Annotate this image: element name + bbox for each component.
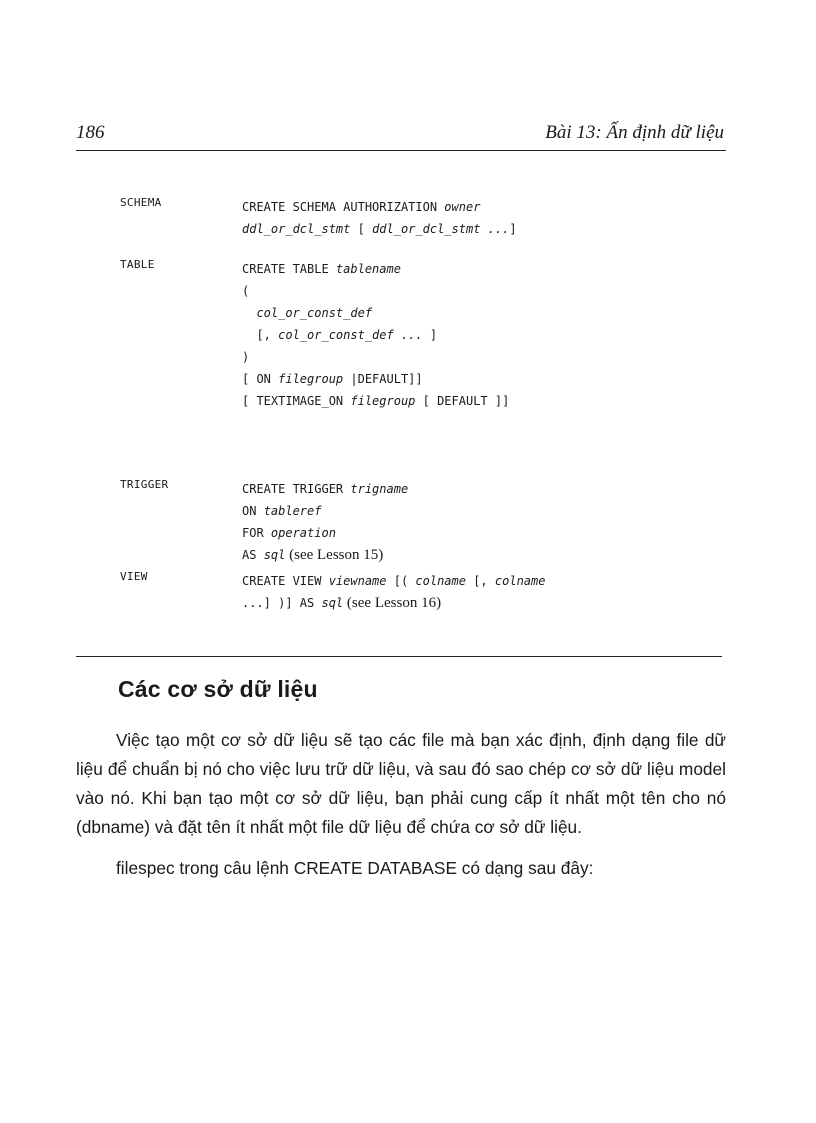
- syntax-line: [242, 478, 545, 500]
- syntax-token: FOR: [242, 526, 271, 540]
- syntax-line: [242, 500, 545, 522]
- syntax-token: ]: [509, 222, 517, 236]
- page-number: 186: [76, 122, 105, 143]
- syntax-code: [242, 478, 545, 566]
- section-rule: [76, 656, 722, 657]
- syntax-code: [242, 570, 545, 614]
- syntax-keyword: SCHEMA: [120, 196, 162, 209]
- syntax-line: [242, 522, 545, 544]
- syntax-token: [ TEXTIMAGE_ON: [242, 394, 351, 408]
- syntax-token: [ ON: [242, 372, 279, 386]
- syntax-token: ]: [422, 328, 438, 342]
- syntax-token: [,: [465, 574, 495, 588]
- syntax-table: [120, 196, 545, 618]
- syntax-token: sql: [263, 548, 286, 562]
- syntax-token: sql: [321, 596, 344, 610]
- syntax-token: (see Lesson 16): [343, 595, 442, 611]
- syntax-token: ON: [242, 504, 264, 518]
- syntax-token: (see Lesson 15): [285, 547, 384, 563]
- syntax-line: [242, 346, 545, 368]
- syntax-line: [242, 592, 545, 614]
- syntax-token: col_or_const_def: [242, 306, 373, 320]
- syntax-token: operation: [270, 526, 336, 540]
- syntax-line: [242, 368, 545, 390]
- syntax-token: filegroup: [278, 372, 344, 386]
- syntax-row-view: [120, 570, 545, 618]
- syntax-token: CREATE TRIGGER: [242, 482, 351, 496]
- syntax-line: [242, 324, 545, 346]
- syntax-row-table: [120, 258, 545, 478]
- section-heading: Các cơ sở dữ liệu: [118, 676, 318, 702]
- syntax-line: [242, 544, 545, 566]
- syntax-token: ...] )] AS: [242, 596, 322, 610]
- syntax-token: ddl_or_dcl_stmt ...: [372, 222, 510, 236]
- syntax-token: CREATE SCHEMA AUTHORIZATION: [242, 200, 445, 214]
- syntax-token: [,: [242, 328, 279, 342]
- syntax-token: col_or_const_def ...: [278, 328, 423, 342]
- syntax-token: [ DEFAULT ]]: [415, 394, 510, 408]
- syntax-line: [242, 570, 545, 592]
- syntax-keyword: VIEW: [120, 570, 148, 583]
- syntax-line: [242, 196, 545, 218]
- body-text: [76, 726, 726, 895]
- syntax-token: CREATE TABLE: [242, 262, 336, 276]
- syntax-token: ): [242, 350, 250, 364]
- syntax-token: viewname: [328, 574, 387, 588]
- header-rule: [76, 150, 726, 151]
- syntax-token: tablename: [335, 262, 401, 276]
- syntax-code: [242, 196, 545, 240]
- syntax-row-schema: [120, 196, 545, 258]
- syntax-line: [242, 302, 545, 324]
- syntax-token: owner: [444, 200, 481, 214]
- syntax-token: [: [350, 222, 373, 236]
- syntax-token: [(: [386, 574, 416, 588]
- syntax-token: CREATE VIEW: [242, 574, 329, 588]
- body-paragraph: Việc tạo một cơ sở dữ liệu sẽ tạo các file mà bạn xác định, định dạng file dữ liệu để chuẩn bị nó cho việc lưu trữ dữ liệu, và sau đó sao chép cơ sở dữ liệu model vào nó. Khi bạn tạo một cơ sở dữ liệu, bạn phải cung cấp ít nhất một tên cho nó (dbname) và đặt tên ít nhất một file dữ liệu để chứa cơ sở dữ liệu.: [76, 730, 726, 837]
- syntax-code: [242, 258, 545, 412]
- syntax-line: [242, 218, 545, 240]
- syntax-token: ddl_or_dcl_stmt: [242, 222, 351, 236]
- syntax-token: filegroup: [350, 394, 416, 408]
- body-paragraph: filespec trong câu lệnh CREATE DATABASE có dạng sau đây:: [116, 858, 594, 878]
- syntax-token: (: [242, 284, 250, 298]
- syntax-token: colname: [415, 574, 466, 588]
- syntax-token: |DEFAULT]]: [343, 372, 423, 386]
- syntax-token: trigname: [350, 482, 409, 496]
- syntax-keyword: TRIGGER: [120, 478, 169, 491]
- syntax-token: colname: [494, 574, 546, 588]
- syntax-token: AS: [242, 548, 264, 562]
- syntax-line: [242, 280, 545, 302]
- syntax-line: [242, 390, 545, 412]
- running-title: Bài 13: Ấn định dữ liệu: [545, 122, 724, 143]
- syntax-line: [242, 258, 545, 280]
- syntax-row-trigger: [120, 478, 545, 570]
- syntax-token: tableref: [263, 504, 322, 518]
- syntax-keyword: TABLE: [120, 258, 155, 271]
